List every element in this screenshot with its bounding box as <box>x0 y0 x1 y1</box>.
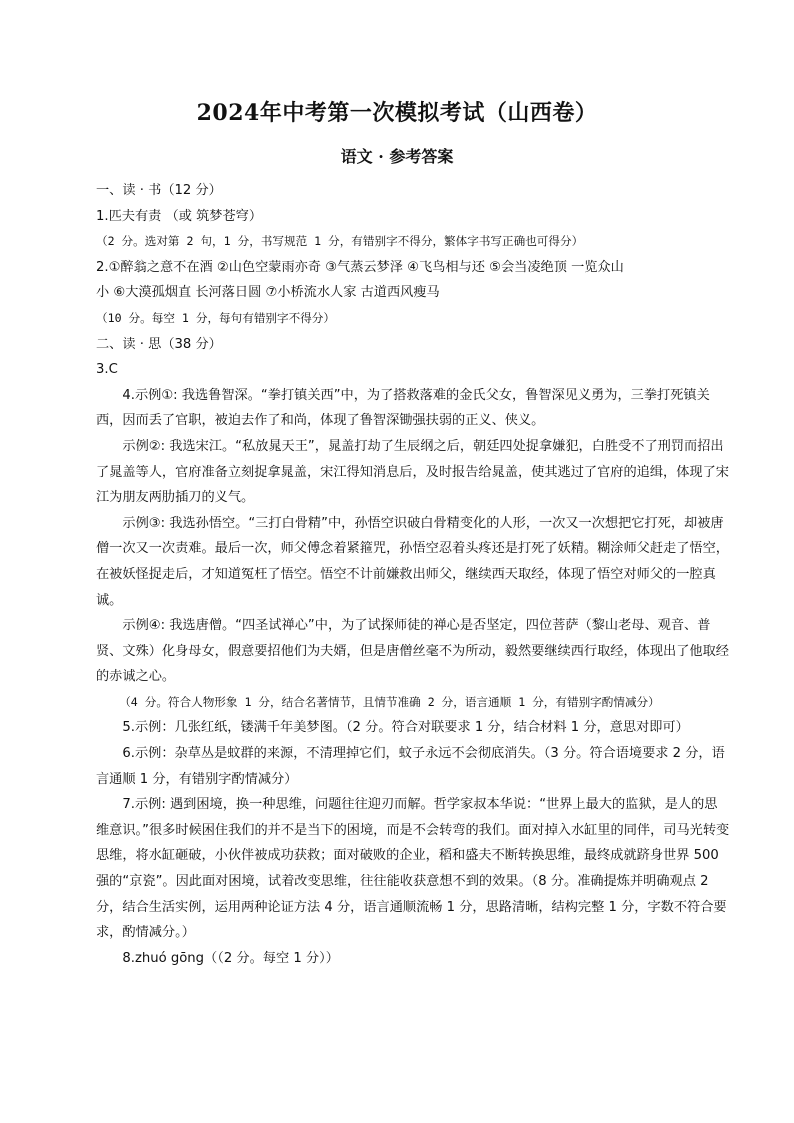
scoring-note-q2: （10 分。每空 1 分，每句有错别字不得分） <box>96 310 335 325</box>
section-heading-1: 一、读 · 书（12 分） <box>96 183 222 198</box>
scoring-note-q1: （2 分。选对第 2 句，1 分，书写规范 1 分，有错别字不得分，繁体字书写正确也可得分） <box>96 234 584 249</box>
answer-body <box>96 178 730 971</box>
answer-q1: 1.匹夫有责 （或 筑梦苍穹） <box>96 208 263 224</box>
answer-q4-example-1: 4.示例①: 我选鲁智深。“拳打镇关西”中，为了搭救落难的金氏父女，鲁智深见义勇为，三拳打死镇关西，因而丢了官职，被迫去作了和尚，体现了鲁智深锄强扶弱的正义、侠义。 <box>96 387 710 429</box>
answer-q2-line1: 2.①醉翁之意不在酒 ②山色空蒙雨亦奇 ③气蒸云梦泽 ④飞鸟相与还 ⑤会当凌绝顶 一览众山 <box>96 259 624 275</box>
answer-q4-example-2: 示例②: 我选宋江。“私放晁天王”，晁盖打劫了生辰纲之后，朝廷四处捉拿嫌犯，白胜受不了刑罚而招出了晁盖等人，官府准备立刻捉拿晁盖，宋江得知消息后，及时报告给晁盖，使其逃过了官府的追缉，体现了宋江为朋友两肋插刀的义气。 <box>96 438 729 506</box>
answer-q4-example-3: 示例③: 我选孙悟空。“三打白骨精”中，孙悟空识破白骨精变化的人形，一次又一次想把它打死，却被唐僧一次又一次责难。最后一次，师父傅念着紧箍咒，孙悟空忍着头疼还是打死了妖精。糊涂师父赶走了悟空，在被妖怪捉走后，才知道冤枉了悟空。悟空不计前嫌救出师父，继续西天取经，体现了悟空对师父的一腔真诚。 <box>96 515 729 608</box>
page-subtitle: 语文 · 参考答案 <box>340 147 454 166</box>
answer-q5: 5.示例：几张红纸，镂满千年美梦图。（2 分。符合对联要求 1 分，结合材料 1 分，意思对即可） <box>122 720 689 736</box>
answer-q2-line2: 小 ⑥大漠孤烟直 长河落日圆 ⑦小桥流水人家 古道西风瘦马 <box>96 285 440 301</box>
section-heading-2: 二、读 · 思（38 分） <box>96 336 222 352</box>
answer-q7: 7.示例: 遇到困境，换一种思维，问题往往迎刃而解。哲学家叔本华说：“世界上最大的监狱，是人的思维意识。”很多时候困住我们的并不是当下的困境，而是不会转弯的我们。面对掉入水缸里的同伴，司马光转变思维，将水缸砸破，小伙伴被成功获救；面对破败的企业，稻和盛夫不断转换思维，最终成就跻身世界 500 强的“京瓷”。因此面对困境，试着改变思维，往往能收获意想不到的效果。（8 分。准确提炼并明确观点 2 分，结合生活实例，运用两种论证方法 4 分，语言通顺流畅 1 分，思路清晰，结构完整 1 分，字数不符合要求，酌情减分。） <box>96 797 730 941</box>
page-title: 2024年中考第一次模拟考试（山西卷） <box>196 100 598 126</box>
answer-q3: 3.C <box>96 362 118 378</box>
answer-q6: 6.示例：杂草丛是蚊群的来源，不清理掉它们，蚊子永远不会彻底消失。（3 分。符合语境要求 2 分，语言通顺 1 分，有错别字酌情减分） <box>96 746 725 787</box>
answer-q4-example-4: 示例④: 我选唐僧。“四圣试禅心”中，为了试探师徒的禅心是否坚定，四位菩萨（黎山老母、观音、普贤、文殊）化身母女，假意要招他们为夫婿，但是唐僧丝毫不为所动，毅然要继续西行取经，体现出了他取经的赤诚之心。 <box>96 618 729 685</box>
answer-q8: 8.zhuó gōng（（2 分。每空 1 分）） <box>122 950 339 966</box>
scoring-note-q4: （4 分。符合人物形象 1 分，结合名著情节，且情节准确 2 分，语言通顺 1 分，有错别字酌情减分） <box>119 694 660 709</box>
